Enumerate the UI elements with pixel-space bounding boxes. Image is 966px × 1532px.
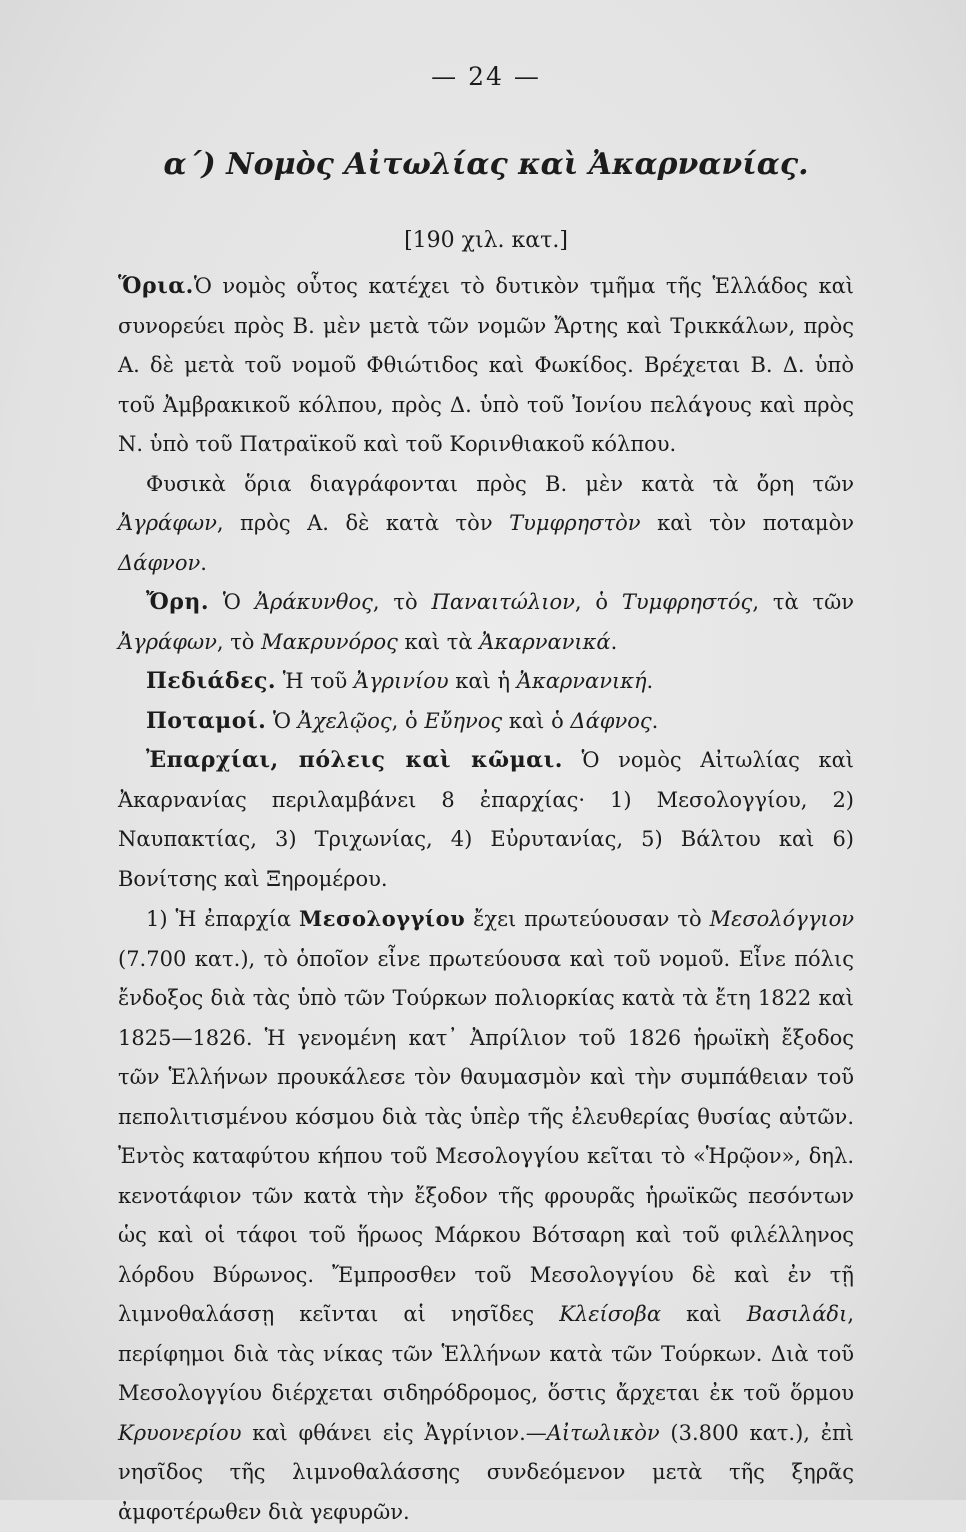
bay-kryoneriou: Κρυονερίου bbox=[118, 1420, 242, 1445]
ori-text: , τὸ bbox=[372, 590, 432, 614]
river-evinos: Εὔηνος bbox=[424, 708, 503, 733]
mesolongi-text: 1) Ἡ ἐπαρχία bbox=[146, 907, 299, 931]
ori-text: Ὁ bbox=[209, 590, 255, 614]
chapter-title: α΄) Νομὸς Αἰτωλίας καὶ Ἀκαρνανίας. bbox=[163, 147, 809, 182]
mesolongi-text: ἔχει πρωτεύουσαν τὸ bbox=[465, 907, 710, 931]
heading-eparchiai: Ἐπαρχίαι, πόλεις καὶ κῶμαι. bbox=[146, 747, 563, 773]
mesolongi-text: (7.700 κατ.), τὸ ὁποῖον εἶνε πρωτεύουσα καὶ τοῦ νομοῦ. Εἶνε πόλις ἔνδοξος διὰ τὰς ὑπὸ τῶν Τούρκων πολιορκίας κατὰ τὰ ἔτη 1822 καὶ 1825—1826. Ἡ γενομένη κατ᾽ Ἀπρίλιον τοῦ 1826 ἡρωϊκὴ ἔξοδος τῶν Ἑλλήνων προυκάλεσε τὸν θαυμασμὸν καὶ τὴν συμπάθειαν τοῦ πεπολιτισμένου κόσμου διὰ τὰς ὑπὲρ τῆς ἐλευθερίας θυσίας αὐτῶν. Ἐντὸς καταφύτου κήπου τοῦ Μεσολογγίου κεῖται τὸ «Ἡρῷον», δηλ. κενοτάφιον τῶν κατὰ τὴν ἔξοδον τῆς φρουρᾶς ἡρωϊκῶς πεσόντων ὡς καὶ οἱ τάφοι τοῦ ἥρωος Μάρκου Βότσαρη καὶ τοῦ φιλέλληνος λόρδου Βύρωνος. Ἔμπροσθεν τοῦ Μεσολογγίου δὲ καὶ ἐν τῇ λιμνοθαλάσσῃ κεῖνται αἱ νησῖδες bbox=[118, 946, 854, 1326]
eparchiai-text: Ὁ νομὸς Αἰτωλίας καὶ Ἀκαρνανίας περιλαμβάνει 8 ἐπαρχίας· 1) Μεσολογγίου, 2) Ναυπακτίας, 3) Τριχωνίας, 4) Εὐρυτανίας, 5) Βάλτου καὶ 6) Βονίτσης καὶ Ξηρομέρου. bbox=[118, 748, 854, 891]
place-tymfristos: Τυμφρηστὸν bbox=[509, 511, 641, 535]
pediades-text: Ἡ τοῦ bbox=[276, 669, 354, 693]
mesolongi-text: (3.800 κατ.), ἐπὶ νησῖδος τῆς λιμνοθαλάσσης συνδεόμενον μετὰ τῆς ξηρᾶς ἀμφοτέρωθεν διὰ γεφυρῶν. bbox=[118, 1420, 855, 1524]
potamoi-text: , ὁ bbox=[391, 708, 425, 733]
page-number: — 24 — bbox=[431, 62, 541, 91]
eparchia-mesolongiou: Μεσολογγίου bbox=[298, 906, 466, 931]
heading-ori: Ὄρη. bbox=[146, 589, 210, 615]
heading-pediades: Πεδιάδες. bbox=[146, 668, 277, 694]
mountain-agrafa: Ἀγράφων bbox=[118, 629, 217, 654]
plain-agriniou: Ἀγρινίου bbox=[353, 669, 449, 693]
paragraph-pediades bbox=[118, 662, 854, 702]
plain-akarnaniki: Ἀκαρνανική bbox=[516, 669, 647, 693]
area-note: [190 χιλ. κατ.] bbox=[404, 228, 568, 253]
physika-text: , πρὸς Α. δὲ κατὰ τὸν bbox=[216, 511, 510, 535]
physika-text: καὶ τὸν ποταμὸν bbox=[640, 511, 854, 535]
potamoi-text: Ὁ bbox=[266, 708, 298, 733]
paragraph-eparchiai bbox=[118, 741, 854, 899]
mesolongi-text: καὶ bbox=[661, 1302, 747, 1326]
paragraph-mesolongi bbox=[118, 899, 854, 1532]
city-mesolongion: Μεσολόγγιον bbox=[709, 907, 855, 931]
paragraph-oria bbox=[118, 267, 854, 465]
heading-oria: Ὅρια. bbox=[118, 273, 194, 299]
place-agrafa: Ἀγράφων bbox=[118, 511, 217, 535]
town-aitolikon: Αἰτωλικὸν bbox=[546, 1420, 660, 1445]
mountain-makrynoros: Μακρυνόρος bbox=[261, 629, 398, 654]
pediades-text: . bbox=[646, 669, 654, 693]
ori-text: , ὁ bbox=[574, 590, 622, 614]
potamoi-text: καὶ ὁ bbox=[502, 708, 571, 733]
ori-text: , τὸ bbox=[216, 629, 262, 654]
ori-text: , τὰ τῶν bbox=[752, 590, 854, 614]
islet-vasiladi: Βασιλάδι bbox=[746, 1302, 848, 1326]
physika-text: . bbox=[200, 550, 207, 575]
ori-text: . bbox=[610, 629, 618, 654]
potamoi-text: . bbox=[651, 708, 659, 733]
river-acheloos: Ἀχελῷος bbox=[297, 708, 392, 733]
river-dafnos: Δάφνον bbox=[118, 550, 201, 575]
physika-text: Φυσικὰ ὅρια διαγράφονται πρὸς Β. μὲν κατὰ τὰ ὄρη τῶν bbox=[146, 471, 854, 496]
mesolongi-text: καὶ φθάνει εἰς Ἀγρίνιον.— bbox=[241, 1420, 547, 1445]
heading-potamoi: Ποταμοί. bbox=[146, 707, 267, 734]
mesolongi-text: , περίφημοι διὰ τὰς νίκας τῶν Ἑλλήνων κατὰ τῶν Τούρκων. Διὰ τοῦ Μεσολογγίου διέρχεται σιδηρόδρομος, ὅστις ἄρχεται ἐκ τοῦ ὅρμου bbox=[118, 1302, 854, 1405]
river-dafnos: Δάφνος bbox=[570, 708, 652, 733]
paragraph-ori bbox=[118, 583, 854, 662]
islet-kleisova: Κλείσοβα bbox=[559, 1302, 662, 1326]
ori-text: καὶ τὰ bbox=[397, 629, 480, 654]
paragraph-potamoi bbox=[118, 702, 854, 742]
mountain-akarnanika: Ἀκαρνανικά bbox=[479, 629, 611, 654]
mountain-arakynthos: Ἀράκυνθος bbox=[254, 590, 373, 614]
mountain-tymfristos: Τυμφρηστός bbox=[621, 590, 753, 614]
pediades-text: καὶ ἡ bbox=[448, 669, 517, 693]
oria-text: Ὁ νομὸς οὗτος κατέχει τὸ δυτικὸν τμῆμα τῆς Ἑλλάδος καὶ συνορεύει πρὸς Β. μὲν μετὰ τῶν νομῶν Ἄρτης καὶ Τρικκάλων, πρὸς Α. δὲ μετὰ τοῦ νομοῦ Φθιώτιδος καὶ Φωκίδος. Βρέχεται Β. Δ. ὑπὸ τοῦ Ἀμβρακικοῦ κόλπου, πρὸς Δ. ὑπὸ τοῦ Ἰονίου πελάγους καὶ πρὸς Ν. ὑπὸ τοῦ Πατραϊκοῦ καὶ τοῦ Κορινθιακοῦ κόλπου. bbox=[118, 274, 854, 456]
paragraph-physika bbox=[118, 465, 854, 584]
mountain-panaitolion: Παναιτώλιον bbox=[431, 590, 575, 614]
